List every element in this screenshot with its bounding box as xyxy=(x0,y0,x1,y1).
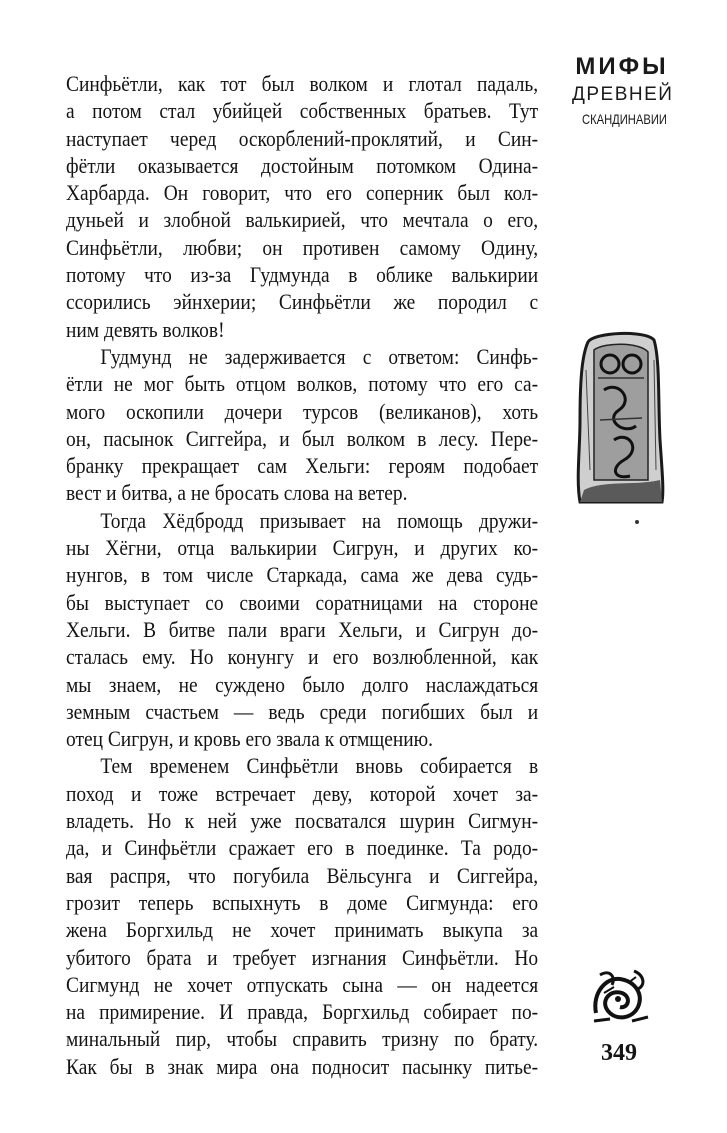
text-line: Гудмунд не задерживается с ответом: Синфь- xyxy=(100,343,539,369)
text-line: потому что из-за Гудмунда в облике валькирии xyxy=(66,262,539,288)
text-line: владеть. Но к ней уже посватался шурин Сигмун- xyxy=(66,808,539,834)
text-line: минальный пир, чтобы справить тризну по брату. xyxy=(66,1026,539,1052)
text-line: отец Сигрун, и кровь его звала к отмщению. xyxy=(66,726,434,752)
text-line: Синфьётли, как тот был волком и глотал падаль, xyxy=(66,71,539,96)
page-number: 349 xyxy=(601,1040,637,1066)
header-subtitle: ДРЕВНЕЙ xyxy=(572,84,674,105)
text-line: ссорились эйнхерии; Синфьётли же породил с xyxy=(66,289,539,315)
text-line: дуньей и злобной валькирией, что мечтала о его, xyxy=(66,207,539,233)
running-header xyxy=(572,52,672,130)
text-line: сталась ему. Но конунгу и его возлюбленной, как xyxy=(66,644,539,670)
runestone-illustration xyxy=(574,330,666,505)
text-line: Сигмунд не хочет отпускать сына — он надеется xyxy=(66,971,539,997)
text-line: поход и тоже встречает деву, которой хочет за- xyxy=(66,780,539,806)
text-line: Тем временем Синфьётли вновь собирается в xyxy=(100,753,539,779)
text-line: вая распря, что погубила Вёльсунга и Сиггейра, xyxy=(66,862,539,888)
main-text xyxy=(66,70,539,1080)
text-line: земным счастьем — ведь среди погибших был и xyxy=(66,698,539,724)
text-line: ним девять волков! xyxy=(66,316,225,342)
text-line: мы знаем, не суждено было долго наслаждаться xyxy=(66,671,539,697)
text-line: а потом стал убийцей собственных братьев. Тут xyxy=(66,98,539,124)
text-line: он, пасынок Сиггейра, и был волком в лесу. Пере- xyxy=(66,425,539,451)
text-line: да, и Синфьётли сражает его в поединке. Та родо- xyxy=(66,835,539,861)
text-line: на примирение. И правда, Боргхильд собирает по- xyxy=(66,999,539,1025)
text-line: наступает черед оскорблений-проклятий, и Син- xyxy=(66,125,539,151)
text-line: бы выступает со своими соратницами на стороне xyxy=(66,589,539,615)
header-title: МИФЫ xyxy=(575,53,669,80)
text-line: Синфьётли, любви; он противен самому Одину, xyxy=(66,234,539,260)
text-line: ны Хёгни, отца валькирии Сигрун, и других ко- xyxy=(66,535,539,561)
text-line: мого оскопили дочери турсов (великанов), хоть xyxy=(66,398,539,424)
text-line: Тогда Хёдбродд призывает на помощь дружи- xyxy=(100,507,539,533)
text-line: грозит теперь вспыхнуть в доме Сигмунда: его xyxy=(66,889,539,915)
header-subtitle-2: СКАНДИНАВИИ xyxy=(582,111,667,127)
text-line: Как бы в знак мира она подносит пасынку питье- xyxy=(66,1053,539,1079)
text-line: жена Боргхильд не хочет принимать выкупа за xyxy=(66,917,539,943)
text-line: Хельги. В битве пали враги Хельги, и Сигрун до- xyxy=(66,616,539,642)
interlace-ornament-icon xyxy=(588,963,652,1027)
decorative-dot xyxy=(635,520,639,524)
text-line: фётли оказывается достойным потомком Одина- xyxy=(66,152,539,178)
text-line: ётли не мог быть отцом волков, потому что его са- xyxy=(66,371,539,397)
text-line: вест и битва, а не бросать слова на ветер. xyxy=(66,480,408,506)
text-line: нунгов, в том числе Старкада, сама же дева судь- xyxy=(66,562,539,588)
text-line: бранку прекращает сам Хельги: героям подобает xyxy=(66,453,539,479)
text-line: убитого брата и требует изгнания Синфьётли. Но xyxy=(66,944,539,970)
text-line: Харбарда. Он говорит, что его соперник был кол- xyxy=(66,180,539,206)
